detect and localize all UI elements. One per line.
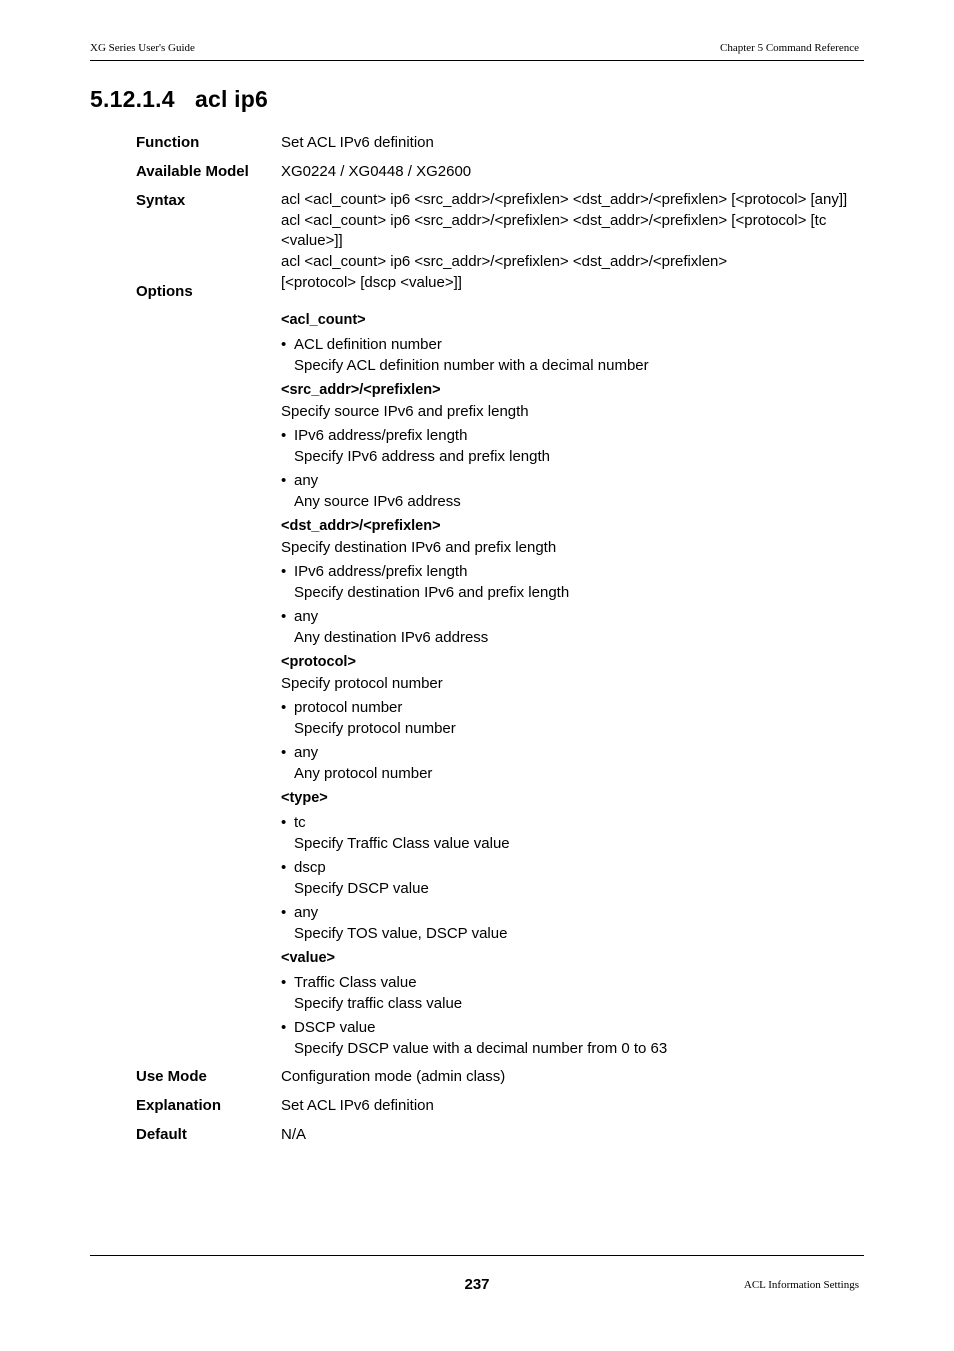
list-item-title: any [294, 472, 319, 489]
explanation-row [136, 1095, 864, 1124]
list-item [281, 742, 864, 784]
list-item-desc: Specify ACL definition number with a decimal number [294, 357, 649, 374]
option-desc: Specify destination IPv6 and prefix length [281, 539, 557, 556]
syntax-value [281, 190, 864, 294]
syntax-line: acl <acl_count> ip6 <src_addr>/<prefixlen> <dst_addr>/<prefixlen> [281, 253, 728, 271]
option-heading-type: <type> [281, 790, 328, 806]
list-item-title: protocol number [294, 699, 403, 716]
option-heading-acl-count: <acl_count> [281, 312, 366, 328]
section-title [90, 86, 268, 113]
option-heading-src-addr: <src_addr>/<prefixlen> [281, 382, 441, 398]
use-mode-row [136, 1066, 864, 1095]
syntax-line: acl <acl_count> ip6 <src_addr>/<prefixlen> <dst_addr>/<prefixlen> [<protocol> [any]] [281, 191, 848, 208]
function-row [136, 132, 864, 161]
list-item-desc: Specify IPv6 address and prefix length [294, 448, 550, 465]
syntax-row [136, 190, 864, 291]
bullet-glyph: • [281, 699, 287, 716]
list-item-desc: Any destination IPv6 address [294, 629, 489, 646]
function-label: Function [136, 134, 200, 151]
list-item-desc: Specify Traffic Class value value [294, 835, 510, 852]
list-item-title: IPv6 address/prefix length [294, 427, 468, 444]
options-body [136, 310, 864, 1059]
list-item-title: Traffic Class value [294, 974, 417, 991]
footer-rule [90, 1255, 864, 1256]
options-list [281, 310, 864, 1059]
bullet-glyph: • [281, 904, 287, 921]
list-item-desc: Any source IPv6 address [294, 493, 461, 510]
list-item [281, 425, 864, 467]
footer-section-name: ACL Information Settings [743, 1279, 859, 1291]
list-item-title: DSCP value [294, 1019, 376, 1036]
model-row [136, 161, 864, 190]
list-item-title: any [294, 904, 319, 921]
list-item [281, 697, 864, 739]
command-reference-body [136, 132, 864, 1153]
model-label: Available Model [136, 163, 249, 180]
options-row [136, 281, 864, 306]
bullet-glyph: • [281, 1019, 287, 1036]
bullet-glyph: • [281, 472, 287, 489]
list-item-title: IPv6 address/prefix length [294, 563, 468, 580]
options-label: Options [136, 283, 193, 300]
explanation-value: Set ACL IPv6 definition [281, 1097, 434, 1114]
list-item-title: any [294, 744, 319, 761]
option-heading-protocol: <protocol> [281, 654, 356, 670]
page-number: 237 [464, 1276, 490, 1293]
header-right: Chapter 5 Command Reference [720, 42, 859, 54]
explanation-label: Explanation [136, 1097, 222, 1114]
list-item [281, 902, 864, 944]
model-value: XG0224 / XG0448 / XG2600 [281, 163, 472, 180]
default-label: Default [136, 1126, 187, 1143]
use-mode-value: Configuration mode (admin class) [281, 1068, 506, 1085]
option-heading-dst-addr: <dst_addr>/<prefixlen> [281, 518, 441, 534]
list-item [281, 857, 864, 899]
list-item [281, 812, 864, 854]
option-heading-value: <value> [281, 950, 336, 966]
bullet-glyph: • [281, 336, 287, 353]
bullet-glyph: • [281, 814, 287, 831]
use-mode-label: Use Mode [136, 1068, 207, 1085]
list-item-desc: Specify destination IPv6 and prefix length [294, 584, 570, 601]
list-item-desc: Specify DSCP value with a decimal number from 0 to 63 [294, 1040, 668, 1057]
list-item [281, 334, 864, 376]
list-item-title: dscp [294, 859, 326, 876]
default-value: N/A [281, 1126, 307, 1143]
list-item [281, 1017, 864, 1059]
syntax-label: Syntax [136, 192, 186, 209]
list-item [281, 606, 864, 648]
bullet-glyph: • [281, 563, 287, 580]
option-desc: Specify protocol number [281, 675, 443, 692]
default-row [136, 1124, 864, 1153]
list-item-desc: Any protocol number [294, 765, 433, 782]
list-item-desc: Specify DSCP value [294, 880, 429, 897]
list-item-desc: Specify TOS value, DSCP value [294, 925, 508, 942]
function-value: Set ACL IPv6 definition [281, 134, 434, 151]
list-item-title: ACL definition number [294, 336, 442, 353]
bullet-glyph: • [281, 427, 287, 444]
syntax-line: acl <acl_count> ip6 <src_addr>/<prefixlen> <dst_addr>/<prefixlen> [<protocol> [tc <value>]] [281, 211, 827, 250]
header-rule [90, 60, 864, 61]
bullet-glyph: • [281, 608, 287, 625]
option-desc: Specify source IPv6 and prefix length [281, 403, 529, 420]
list-item [281, 972, 864, 1014]
list-item [281, 470, 864, 512]
bullet-glyph: • [281, 859, 287, 876]
bullet-glyph: • [281, 744, 287, 761]
syntax-line: [<protocol> [dscp <value>]] [281, 273, 462, 291]
list-item-desc: Specify traffic class value [294, 995, 463, 1012]
list-item [281, 561, 864, 603]
list-item-desc: Specify protocol number [294, 720, 456, 737]
header-left: XG Series User's Guide [90, 42, 195, 54]
section-name: acl ip6 [195, 86, 268, 112]
section-number: 5.12.1.4 [90, 86, 175, 112]
list-item-title: tc [294, 814, 306, 831]
list-item-title: any [294, 608, 319, 625]
bullet-glyph: • [281, 974, 287, 991]
